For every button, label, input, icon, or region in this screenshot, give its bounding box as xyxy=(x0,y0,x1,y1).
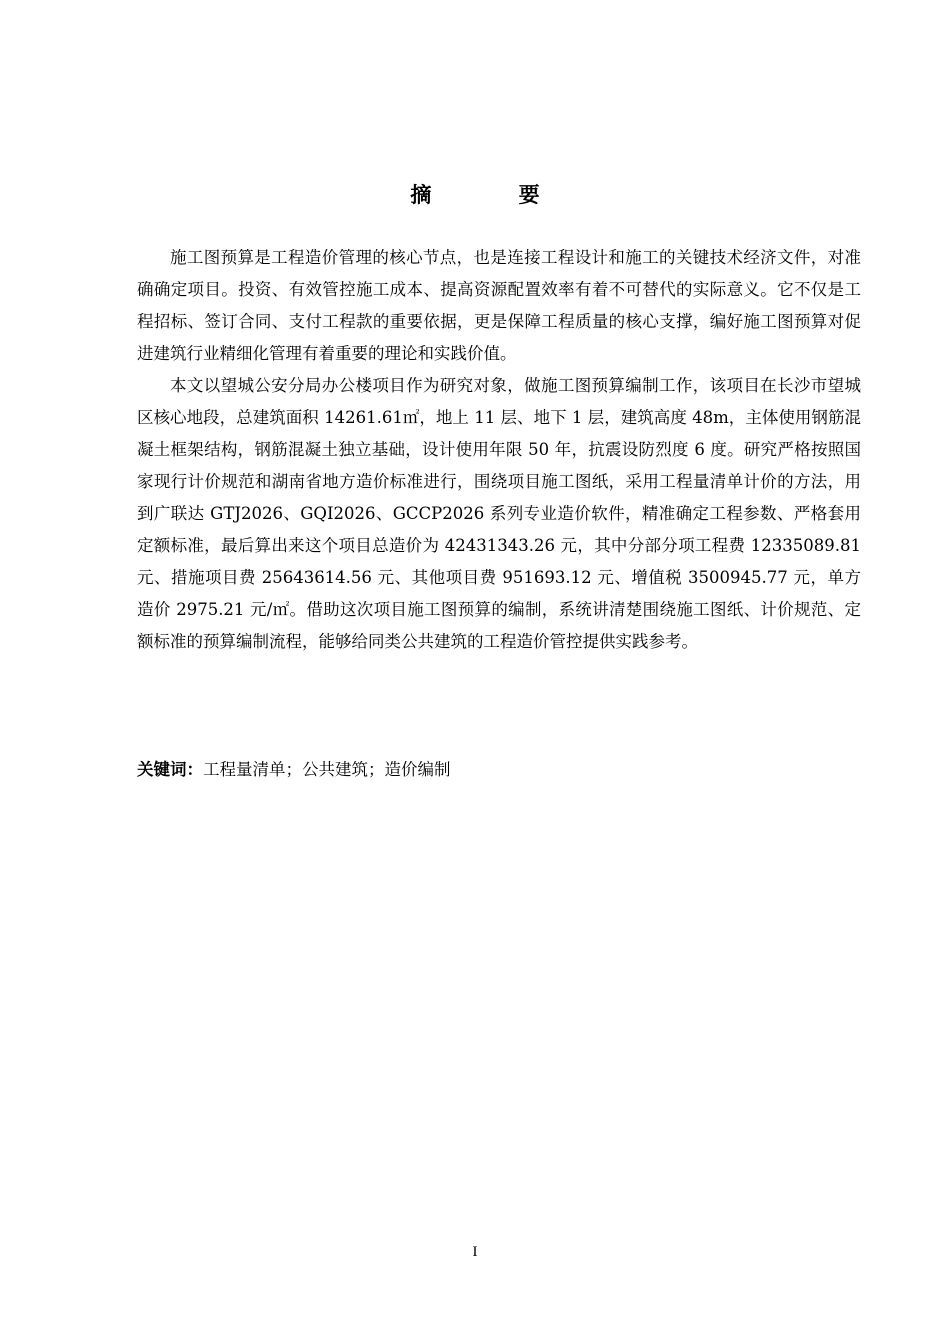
page-number: I xyxy=(472,1244,478,1260)
abstract-paragraph-1: 施工图预算是工程造价管理的核心节点，也是连接工程设计和施工的关键技术经济文件，对准确确定项目。投资、有效管控施工成本、提高资源配置效率有着不可替代的实际意义。它不仅是工程招标、签订合同、支付工程款的重要依据，更是保障工程质量的核心支撑，编好施工图预算对促进建筑行业精细化管理有着重要的理论和实践价值。 xyxy=(137,248,861,363)
abstract-paragraph-2: 本文以望城公安分局办公楼项目作为研究对象，做施工图预算编制工作，该项目在长沙市望城区核心地段，总建筑面积 14261.61㎡，地上 11 层、地下 1 层，建筑高度 48m，主体使用钢筋混凝土框架结构，钢筋混凝土独立基础，设计使用年限 50 年，抗震设防烈度 6 度。研究严格按照国家现行计价规范和湖南省地方造价标准进行，围绕项目施工图纸，采用工程量清单计价的方法，用到广联达 GTJ2026、GQI2026、GCCP2026 系列专业造价软件，精准确定工程参数、严格套用定额标准，最后算出来这个项目总造价为 42431343.26 元，其中分部分项工程费 12335089.81 元、措施项目费 25643614.56 元、其他项目费 951693.12 元、增值税 3500945.77 元，单方造价 2975.21 元/㎡。借助这次项目施工图预算的编制，系统讲清楚围绕施工图纸、计价规范、定额标准的预算编制流程，能够给同类公共建筑的工程造价管控提供实践参考。 xyxy=(137,376,861,651)
keywords-text: 工程量清单；公共建筑；造价编制 xyxy=(203,760,451,779)
abstract-body xyxy=(137,242,861,658)
keywords-label: 关键词： xyxy=(137,760,203,779)
abstract-title: 摘 要 xyxy=(410,183,580,207)
keywords-line xyxy=(137,755,861,785)
